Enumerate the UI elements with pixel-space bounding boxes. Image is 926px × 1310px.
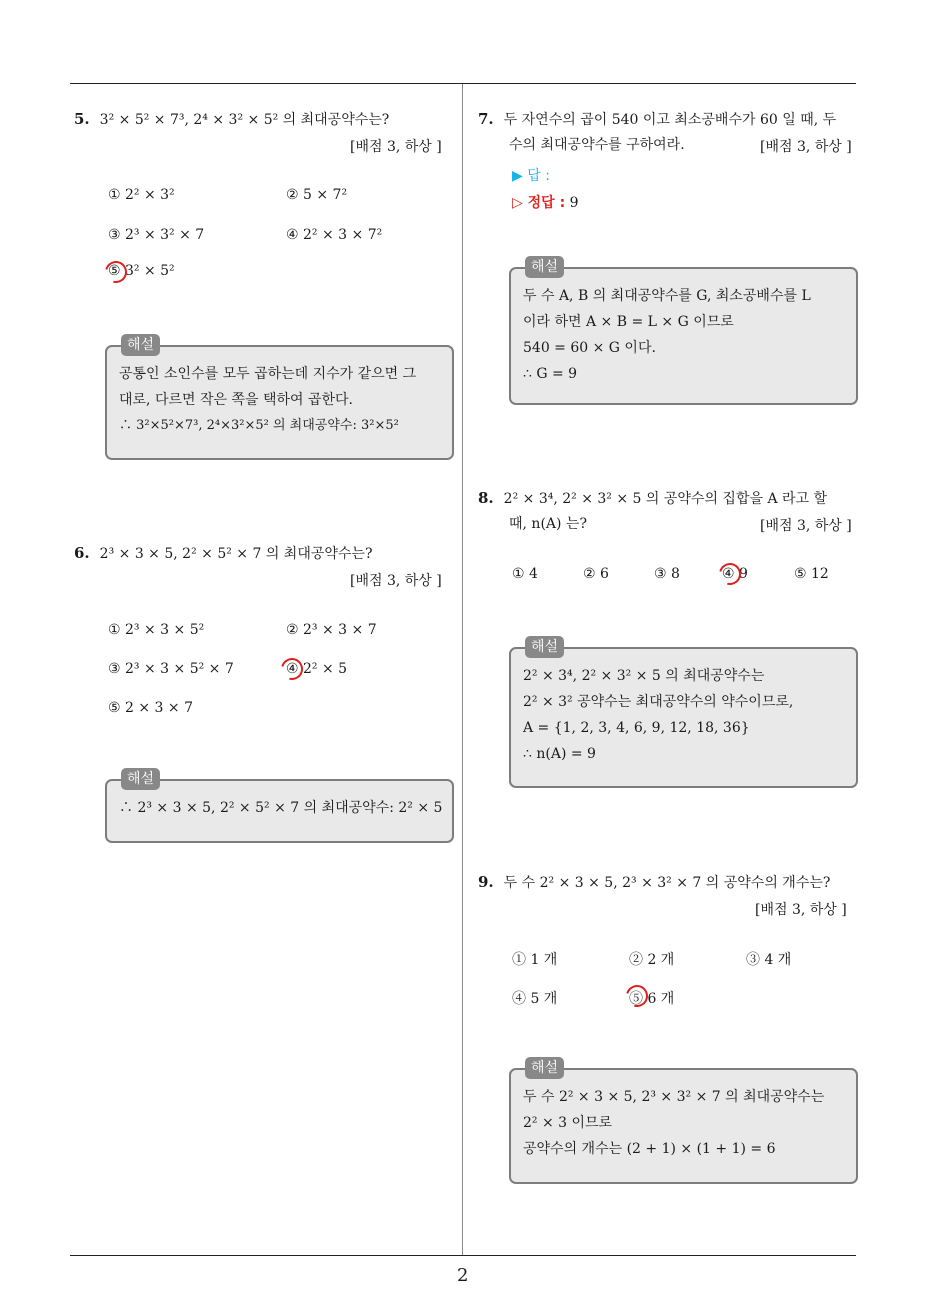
q5-text: 3² × 5² × 7³, 2⁴ × 3² × 5² 의 최대공약수는? bbox=[99, 112, 390, 128]
q6-solution-tag: 해설 bbox=[121, 768, 160, 790]
q8-selected-mark-icon bbox=[715, 559, 745, 589]
q7-correct-value: 9 bbox=[569, 195, 579, 211]
q9-solution-tag: 해설 bbox=[525, 1057, 564, 1079]
q9-solution-line-3: 공약수의 개수는 (2 + 1) × (1 + 1) = 6 bbox=[523, 1141, 776, 1157]
q8-solution-box bbox=[509, 639, 858, 788]
q8-number: 8. bbox=[478, 489, 494, 507]
q7-solution-line-1: 두 수 A, B 의 최대공약수를 G, 최소공배수를 L bbox=[523, 288, 811, 304]
q7-correct-label: ▷ 정답 : bbox=[512, 195, 566, 211]
q8-meta: [배점 3, 하상 ] bbox=[760, 518, 852, 534]
q7-number: 7. bbox=[478, 110, 494, 128]
q8-option-1[interactable]: ① 4 bbox=[512, 566, 538, 582]
q9-text: 두 수 2² × 3 × 5, 2³ × 3² × 7 의 공약수의 개수는? bbox=[503, 875, 831, 891]
q8-solution-line-1: 2² × 3⁴, 2² × 3² × 5 의 최대공약수는 bbox=[523, 668, 765, 684]
q5-solution-box bbox=[105, 337, 454, 460]
q9-stem bbox=[478, 869, 830, 896]
q5-solution-tag: 해설 bbox=[121, 334, 160, 356]
q5-meta: [배점 3, 하상 ] bbox=[350, 139, 442, 155]
q6-solution-line-1: ∴ 2³ × 3 × 5, 2² × 5² × 7 의 최대공약수: 2² × 5 bbox=[119, 800, 443, 816]
q9-solution-line-2: 2² × 3 이므로 bbox=[523, 1115, 613, 1131]
q6-option-1[interactable]: ① 2³ × 3 × 5² bbox=[108, 622, 205, 638]
q7-text-1: 두 자연수의 곱이 540 이고 최소공배수가 60 일 때, 두 bbox=[503, 112, 837, 128]
q8-stem-line-2: 때, n(A) 는? bbox=[509, 516, 587, 532]
q5-option-1[interactable]: ① 2² × 3² bbox=[108, 187, 175, 203]
q6-solution-box bbox=[105, 771, 454, 843]
q9-option-1[interactable]: ① 1 개 bbox=[512, 952, 558, 968]
q7-stem-line-1 bbox=[478, 106, 836, 133]
q5-option-4[interactable]: ④ 2² × 3 × 7² bbox=[286, 227, 383, 243]
q6-stem bbox=[74, 540, 372, 567]
q8-solution-tag: 해설 bbox=[525, 636, 564, 658]
q6-selected-mark-icon bbox=[277, 654, 307, 684]
q8-option-5[interactable]: ⑤ 12 bbox=[794, 566, 829, 582]
q8-option-2[interactable]: ② 6 bbox=[583, 566, 609, 582]
q9-option-2[interactable]: ② 2 개 bbox=[629, 952, 675, 968]
q8-solution-line-3: A = {1, 2, 3, 4, 6, 9, 12, 18, 36} bbox=[523, 720, 750, 736]
column-divider bbox=[462, 84, 463, 1256]
q8-stem-line-1 bbox=[478, 485, 827, 512]
q7-solution-line-4: ∴ G = 9 bbox=[523, 366, 578, 382]
q6-meta: [배점 3, 하상 ] bbox=[350, 573, 442, 589]
q6-number: 6. bbox=[74, 544, 90, 562]
q6-text: 2³ × 3 × 5, 2² × 5² × 7 의 최대공약수는? bbox=[99, 546, 373, 562]
q8-solution-line-2: 2² × 3² 공약수는 최대공약수의 약수이므로, bbox=[523, 694, 794, 710]
q5-stem bbox=[74, 106, 389, 133]
page-number: 2 bbox=[457, 1265, 469, 1286]
q5-solution-line-1: 공통인 소인수를 모두 곱하는데 지수가 같으면 그 bbox=[119, 366, 417, 382]
q6-option-3[interactable]: ③ 2³ × 3 × 5² × 7 bbox=[108, 661, 234, 677]
q7-solution-line-2: 이라 하면 A × B = L × G 이므로 bbox=[523, 314, 734, 330]
q7-answer-label: ▶ 답 : bbox=[512, 168, 550, 184]
q7-solution-line-3: 540 = 60 × G 이다. bbox=[523, 340, 656, 356]
q6-option-2[interactable]: ② 2³ × 3 × 7 bbox=[286, 622, 377, 638]
bottom-rule bbox=[70, 1255, 856, 1256]
q5-solution-line-2: 대로, 다르면 작은 쪽을 택하여 곱한다. bbox=[119, 392, 354, 408]
q7-correct-line bbox=[512, 192, 579, 212]
q9-option-4[interactable]: ④ 5 개 bbox=[512, 991, 558, 1007]
top-rule bbox=[70, 83, 856, 84]
q5-option-3[interactable]: ③ 2³ × 3² × 7 bbox=[108, 227, 205, 243]
q6-option-5[interactable]: ⑤ 2 × 3 × 7 bbox=[108, 700, 193, 716]
q7-answer-input[interactable] bbox=[600, 165, 800, 185]
q7-meta: [배점 3, 하상 ] bbox=[760, 139, 852, 155]
q8-option-4[interactable]: ④ 9 bbox=[722, 566, 748, 582]
q8-option-3[interactable]: ③ 8 bbox=[654, 566, 680, 582]
q7-stem-line-2: 수의 최대공약수를 구하여라. bbox=[509, 137, 685, 153]
q5-solution-line-3: ∴ 3²×5²×7³, 2⁴×3²×5² 의 최대공약수: 3²×5² bbox=[119, 418, 399, 433]
q8-text-1: 2² × 3⁴, 2² × 3² × 5 의 공약수의 집합을 A 라고 할 bbox=[503, 491, 828, 507]
q5-option-5[interactable]: ⑤ 3² × 5² bbox=[108, 263, 175, 279]
q9-solution-line-1: 두 수 2² × 3 × 5, 2³ × 3² × 7 의 최대공약수는 bbox=[523, 1089, 825, 1105]
q9-option-5[interactable]: ⑤ 6 개 bbox=[629, 991, 675, 1007]
q6-option-4[interactable]: ④ 2² × 5 bbox=[286, 661, 348, 677]
q9-number: 9. bbox=[478, 873, 494, 891]
q9-option-3[interactable]: ③ 4 개 bbox=[746, 952, 792, 968]
q5-option-2[interactable]: ② 5 × 7² bbox=[286, 187, 348, 203]
q9-meta: [배점 3, 하상 ] bbox=[755, 902, 847, 918]
q5-number: 5. bbox=[74, 110, 90, 128]
q7-solution-box bbox=[509, 259, 858, 405]
q8-solution-line-4: ∴ n(A) = 9 bbox=[523, 746, 596, 762]
q5-selected-mark-icon bbox=[101, 257, 131, 287]
q9-solution-box bbox=[509, 1060, 858, 1184]
q7-solution-tag: 해설 bbox=[525, 256, 564, 278]
